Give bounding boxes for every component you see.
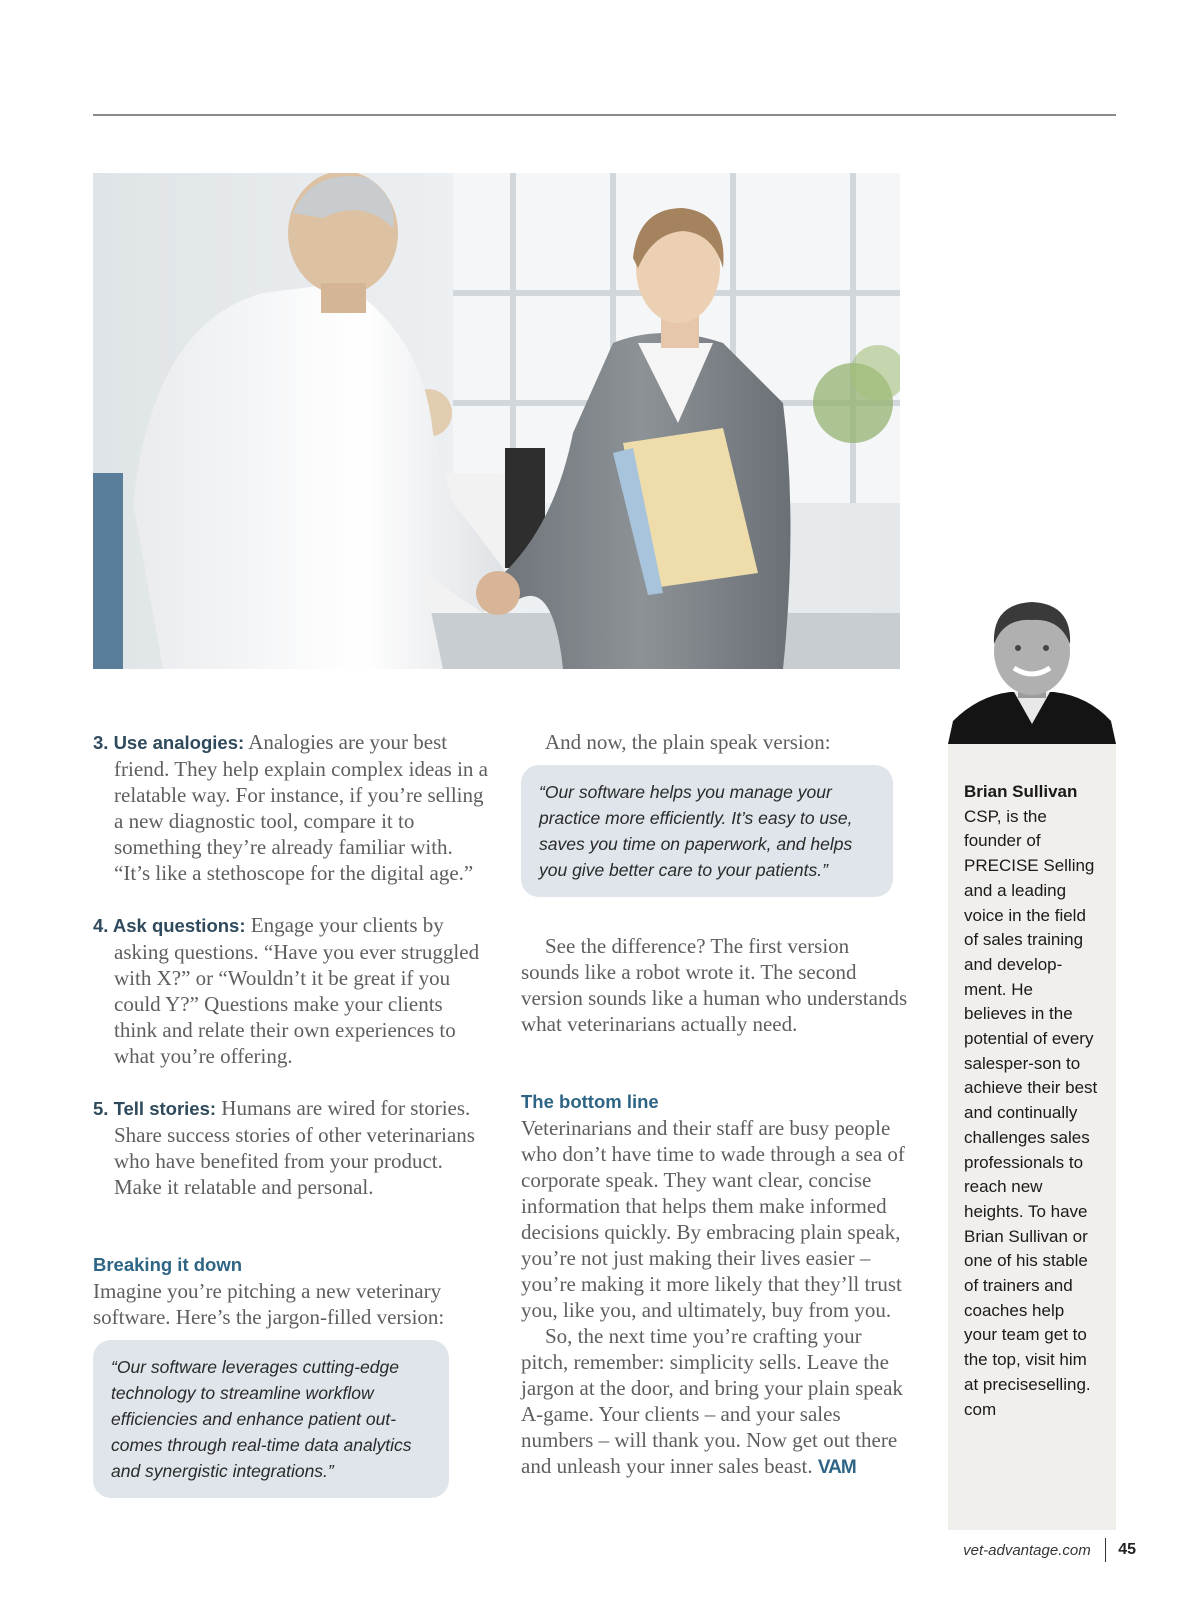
closing-paragraph	[521, 1323, 908, 1481]
article-photo	[93, 173, 900, 669]
middle-column	[521, 729, 908, 1481]
list-item	[93, 912, 488, 1069]
bottom-line-heading: The bottom line	[521, 1091, 659, 1112]
list-item-text: Analogies are your best friend. They help explain complex ideas in a relatable way. For instance, if you’re selling a new diagnostic tool, compare it to something they’re already familiar with. “It’s like a stethoscope for the digital age.”	[114, 730, 488, 885]
author-portrait	[948, 596, 1116, 744]
jargon-quote: “Our software leverages cutting-edge technology to streamline workflow efficiencies and enhance patient out-comes through real-time data analytics and synergistic integrations.”	[93, 1340, 449, 1498]
left-column	[93, 729, 488, 1498]
plain-quote: “Our software helps you manage your practice more efficiently. It’s easy to use, saves you time on paperwork, and helps you give better care to your patients.”	[521, 765, 893, 897]
page-number: 45	[1118, 1541, 1136, 1558]
author-sidebar	[948, 596, 1116, 1530]
breaking-intro: Imagine you’re pitching a new veterinary software. Here’s the jargon-filled version:	[93, 1279, 445, 1329]
plain-intro: And now, the plain speak version:	[545, 730, 831, 754]
list-item-text: Engage your clients by asking questions. “Have you ever struggled with X?” or “Wouldn’t it be great if you could Y?” Questions make your clients think and relate their own experiences to what you’re offering.	[114, 913, 480, 1068]
closing-text: So, the next time you’re crafting your pitch, remember: simplicity sells. Leave the jargon at the door, and bring your plain speak A-game. Your clients – and your sales numbers – will thank you. Now get out there and unleash your inner sales beast.	[521, 1324, 903, 1478]
list-item	[93, 1095, 488, 1200]
list-item	[93, 729, 488, 886]
vam-end-mark: VAM	[817, 1457, 856, 1478]
difference-paragraph: See the difference? The first version sounds like a robot wrote it. The second version sounds like a human who understands what veterinarians actually need.	[521, 934, 908, 1036]
footer-divider	[1105, 1538, 1107, 1562]
list-item-label: 3. Use analogies:	[93, 732, 245, 753]
list-item-label: 5. Tell stories:	[93, 1098, 217, 1119]
list-item-label: 4. Ask questions:	[93, 915, 246, 936]
author-name: Brian Sullivan	[964, 782, 1078, 801]
page-footer	[963, 1538, 1136, 1562]
author-bio	[948, 744, 1116, 1530]
bottom-line-paragraph: Veterinarians and their staff are busy people who don’t have time to wade through a sea of corporate speak. They want clear, concise information that helps them make informed decisions quickly. By embracing plain speak, you’re not just making their lives easier – you’re making it more likely that they’ll trust you, like you, and ultimately, buy from you.	[521, 1116, 905, 1322]
list-item-text: Humans are wired for stories. Share success stories of other veterinarians who have benefited from your product. Make it relatable and personal.	[114, 1096, 475, 1199]
top-rule	[93, 114, 1116, 116]
breaking-heading: Breaking it down	[93, 1254, 243, 1275]
author-bio-text: CSP, is the founder of PRECISE Selling and a leading voice in the field of sales training and develop-ment. He believes in the potential of every salesper-son to achieve their best and continually challenges sales professionals to reach new heights. To have Brian Sullivan or one of his stable of trainers and coaches help your team get to the top, visit him at preciseselling. com	[964, 806, 1098, 1419]
footer-site: vet-advantage.com	[963, 1541, 1091, 1559]
